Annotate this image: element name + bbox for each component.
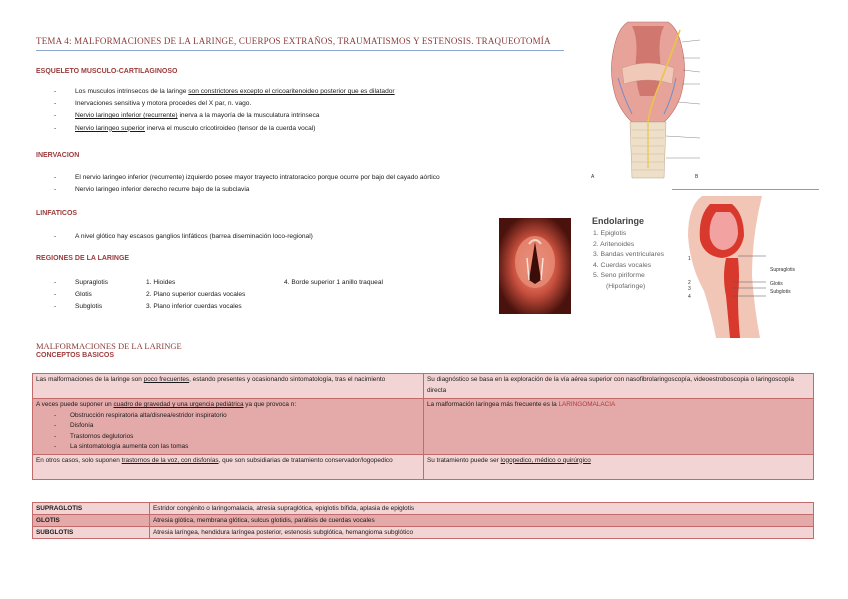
section-heading-esqueleto: ESQUELETO MUSCULO-CARTILAGINOSO — [36, 68, 178, 75]
text: inerva el musculo cricotiroideo (tensor de la cuerda vocal) — [145, 124, 316, 132]
sagittal-label-subglotis: Subglotis — [770, 289, 791, 295]
list-item: 4. Cuerdas vocales — [593, 261, 652, 269]
list-item: - A nivel glótico hay escasos ganglios linfáticos (barrea diseminación loco-regional) — [36, 231, 313, 243]
list-item: - Inervaciones sensitiva y motora procedes del X par, n. vago. — [36, 98, 395, 110]
list-item: - Trastornos deglutorios — [36, 432, 420, 443]
table-row — [33, 515, 814, 527]
region-name: - Subglotis — [75, 303, 103, 311]
figure-label-b: B — [695, 174, 699, 180]
table-row — [33, 454, 814, 479]
region-limit: 3. Plano inferior cuerdas vocales — [146, 303, 242, 311]
underlined-text: trastornos de la voz, con disfonías — [121, 456, 219, 464]
region-limit: 1. Hioides — [146, 279, 176, 286]
underlined-text: son constrictores excepto el cricoaritenoideo posterior que es dilatador — [188, 88, 395, 95]
underlined-text: poco frecuentes — [143, 376, 190, 383]
list-item: - Obstrucción respiratoria alta/disnea/estridor inspiratorio — [36, 411, 420, 422]
text: Las malformaciones de la laringe son — [36, 376, 144, 383]
region-row — [36, 289, 436, 301]
sagittal-larynx-svg — [682, 196, 772, 338]
text: En otros casos, solo suponen — [36, 456, 122, 464]
text: La malformación laríngea más frecuente es la — [427, 401, 559, 408]
table-row — [33, 374, 814, 399]
larynx-anatomy-svg — [588, 18, 708, 180]
sagittal-num-2: 2 — [688, 280, 691, 286]
symptom-list — [36, 411, 420, 453]
text: A veces puede suponer un — [36, 401, 114, 408]
figure-divider — [672, 189, 819, 190]
table-cell-desc: Atresia laríngea, hendidura laríngea posterior, estenosis subglótica, hemangioma subglótico — [150, 527, 814, 539]
text-line — [36, 400, 420, 411]
sagittal-num-3: 3 — [688, 286, 691, 292]
sagittal-larynx-diagram — [682, 196, 772, 338]
endolaringe-title: Endolaringe — [592, 216, 645, 226]
page-title: TEMA 4: MALFORMACIONES DE LA LARINGE, CUERPOS EXTRAÑOS, TRAUMATISMOS Y ESTENOSIS. TRAQUEOTOMÍA — [36, 36, 551, 46]
table-cell — [33, 374, 424, 399]
endoscopic-photo — [499, 218, 571, 314]
region-row — [36, 277, 436, 289]
text: ya que provoca n: — [243, 401, 297, 408]
concepts-table — [32, 373, 814, 480]
table-cell — [33, 454, 424, 479]
list-item: - Nervio laringeo inferior derecho recurre bajo de la subclavia — [36, 184, 440, 196]
list-item: - La sintomatología aumenta con las tomas — [36, 442, 420, 453]
text: , estando presentes y ocasionando sintomatología, tras el nacimiento — [189, 376, 386, 383]
text: , que son subsidiarias de tratamiento conservador/logopedico — [218, 456, 393, 464]
underlined-text: logopedico, médico o quirúrgico — [500, 456, 591, 464]
text: inerva a la mayoría de la musculatura intrinseca — [177, 112, 320, 120]
list-item: 1. Epiglotis — [593, 230, 627, 237]
list-item: 5. Seno piriforme — [593, 272, 645, 279]
section-heading-regiones: REGIONES DE LA LARINGE — [36, 255, 130, 262]
section-heading-inervacion: INERVACION — [36, 152, 80, 159]
linfaticos-list — [36, 231, 313, 243]
figure-label-a: A — [591, 174, 595, 180]
list-item: (Hipofaringe) — [606, 282, 646, 290]
esqueleto-list — [36, 86, 395, 135]
title-rule — [36, 50, 564, 51]
sagittal-num-4: 4 — [688, 294, 691, 300]
region-name: - Supraglotis — [75, 279, 108, 286]
table-cell-desc: Atresia glótica, membrana glótica, sulcus glotidis, parálisis de cuerdas vocales — [150, 515, 814, 527]
region-name: - Glotis — [75, 291, 92, 299]
table-cell-desc: Estridor congénito o laringomalacia, atresia supraglótica, epiglotis bífida, aplasia de epiglotis — [150, 503, 814, 515]
malformaciones-heading: MALFORMACIONES DE LA LARINGE — [36, 341, 182, 351]
text: Los musculos intrinsecos de la laringe — [75, 88, 189, 95]
sagittal-label-supraglotis: Supraglotis — [770, 267, 796, 273]
underlined-text: Nervio laringeo superior — [75, 124, 146, 132]
regiones-list — [36, 277, 436, 314]
region-limit: 2. Plano superior cuerdas vocales — [146, 291, 246, 299]
list-item: 2. Aritenoides — [593, 240, 635, 248]
regions-table — [32, 502, 814, 539]
highlighted-text: LARINGOMALACIA — [558, 401, 616, 408]
sagittal-num-1: 1 — [688, 256, 691, 262]
table-row — [33, 503, 814, 515]
conceptos-subheading: CONCEPTOS BASICOS — [36, 352, 115, 359]
text: Su tratamiento puede ser — [427, 456, 501, 464]
table-cell — [424, 399, 814, 455]
list-item: 3. Bandas ventriculares — [593, 251, 665, 258]
table-row — [33, 527, 814, 539]
table-cell: Su diagnóstico se basa en la exploración de la vía aérea superior con nasofibrolaringoscopía, videoestroboscopia o laringoscopía directa — [424, 374, 814, 399]
endoscopic-photo-svg — [499, 218, 571, 314]
table-cell — [33, 399, 424, 455]
section-heading-linfaticos: LINFATICOS — [36, 210, 78, 217]
table-cell-region: SUPRAGLOTIS — [33, 503, 150, 515]
table-cell-region: GLOTIS — [33, 515, 150, 527]
inervacion-list — [36, 172, 440, 196]
larynx-anatomy-illustration — [588, 18, 708, 180]
list-item: - Disfonía — [36, 421, 420, 432]
list-item — [36, 110, 395, 122]
list-item — [36, 123, 395, 135]
table-cell — [424, 454, 814, 479]
endolaringe-list — [593, 229, 664, 292]
region-row — [36, 301, 436, 313]
table-row — [33, 399, 814, 455]
underlined-text: Nervio laringeo inferior (recurrente) — [75, 112, 178, 120]
underlined-text: cuadro de gravedad y una urgencia pediátrica — [113, 401, 244, 408]
region-limit-extra: 4. Borde superior 1 anillo traqueal — [284, 279, 383, 286]
sagittal-label-glotis: Glotis — [770, 281, 783, 287]
list-item: - El nervio laringeo inferior (recurrente) izquierdo posee mayor trayecto intratoracico porque ocurre por bajo del cayado aórtico — [36, 172, 440, 184]
list-item — [36, 86, 395, 98]
table-cell-region: SUBGLOTIS — [33, 527, 150, 539]
